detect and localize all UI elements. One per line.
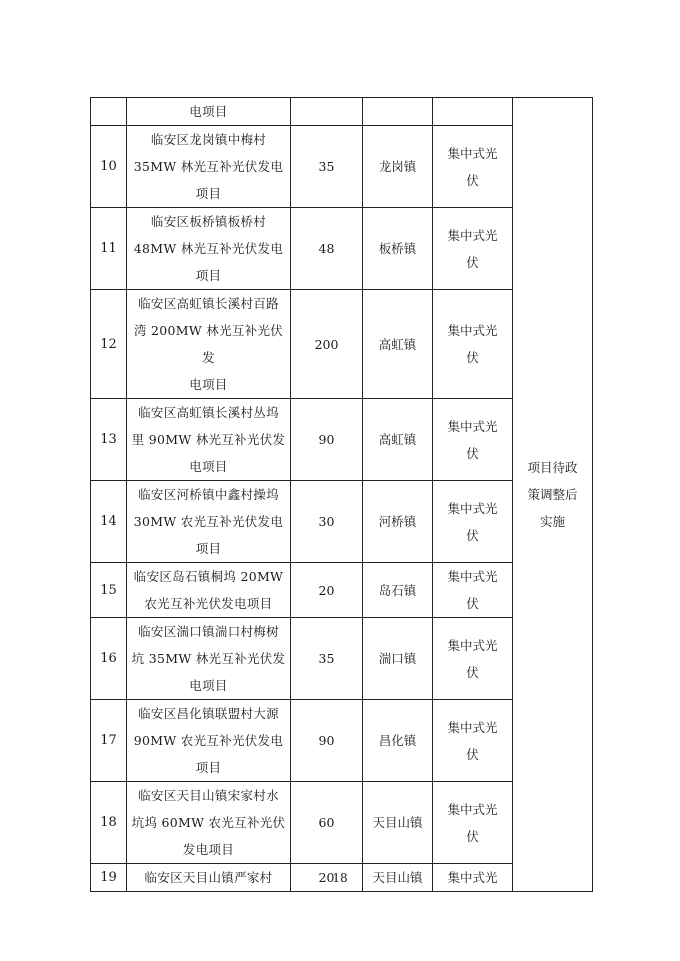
- cell-town: [363, 98, 433, 126]
- cell-no: 10: [91, 126, 127, 208]
- cell-no: 18: [91, 782, 127, 864]
- cell-type: [433, 563, 513, 618]
- cell-no: 14: [91, 481, 127, 563]
- cell-line: 临安区龙岗镇中梅村: [150, 132, 267, 147]
- cell-capacity: 90: [291, 700, 363, 782]
- cell-line: 湾 200MW 林光互补光伏发: [133, 323, 284, 365]
- cell-line: 坑坞 60MW 农光互补光伏: [131, 815, 286, 830]
- cell-capacity: 30: [291, 481, 363, 563]
- cell-type: [433, 782, 513, 864]
- cell-line: 电项目: [189, 459, 228, 474]
- cell-line: 集中式光: [447, 145, 498, 161]
- cell-town: 昌化镇: [363, 700, 433, 782]
- cell-name: [127, 700, 291, 782]
- cell-capacity: 35: [291, 126, 363, 208]
- table-row-continued: [91, 98, 593, 126]
- cell-line: 临安区河桥镇中鑫村操坞: [138, 487, 279, 502]
- cell-line: 临安区湍口镇湍口村梅树: [138, 624, 279, 639]
- cell-line: 伏: [466, 828, 479, 844]
- cell-line: 伏: [466, 172, 479, 188]
- cell-line: 伏: [466, 527, 479, 543]
- cell-line: 坑 35MW 林光互补光伏发: [131, 651, 286, 666]
- cell-type: [433, 618, 513, 700]
- cell-line: 电项目: [189, 104, 228, 119]
- cell-capacity: [291, 98, 363, 126]
- cell-capacity: 90: [291, 399, 363, 481]
- cell-capacity: 20: [291, 864, 363, 892]
- cell-capacity: 48: [291, 208, 363, 290]
- cell-line: 90MW 农光互补光伏发电: [133, 733, 284, 748]
- cell-line: 集中式光: [447, 323, 498, 338]
- cell-line: 集中式光: [447, 719, 498, 735]
- cell-line: 策调整后: [527, 487, 578, 502]
- cell-capacity: 200: [291, 290, 363, 399]
- cell-line: 集中式光: [447, 500, 498, 516]
- cell-town: 岛石镇: [363, 563, 433, 618]
- cell-line: 集中式光: [447, 801, 498, 817]
- project-table: [90, 97, 593, 892]
- cell-name: [127, 98, 291, 126]
- cell-line: 35MW 林光互补光伏发电: [133, 159, 284, 174]
- cell-line: 电项目: [189, 377, 228, 392]
- cell-no: 13: [91, 399, 127, 481]
- cell-line: 48MW 林光互补光伏发电: [133, 241, 284, 256]
- cell-name: [127, 399, 291, 481]
- cell-line: 集中式光: [447, 569, 498, 584]
- cell-line: 项目: [195, 268, 222, 283]
- cell-type: [433, 126, 513, 208]
- cell-line: 伏: [466, 445, 479, 461]
- cell-type: [433, 700, 513, 782]
- cell-capacity: 35: [291, 618, 363, 700]
- cell-town: 河桥镇: [363, 481, 433, 563]
- cell-line: 临安区昌化镇联盟村大源: [138, 706, 279, 721]
- cell-line: 伏: [466, 664, 479, 680]
- cell-line: 临安区天目山镇严家村: [144, 870, 273, 885]
- cell-town: 龙岗镇: [363, 126, 433, 208]
- cell-line: 项目: [195, 186, 222, 201]
- cell-line: 集中式光: [447, 227, 498, 243]
- cell-name: [127, 563, 291, 618]
- cell-capacity: 20: [291, 563, 363, 618]
- cell-line: 项目: [195, 760, 222, 775]
- cell-name: [127, 290, 291, 399]
- cell-type: [433, 208, 513, 290]
- cell-name: [127, 126, 291, 208]
- cell-line: 集中式光: [447, 418, 498, 434]
- cell-no: 11: [91, 208, 127, 290]
- cell-line: 伏: [466, 596, 479, 611]
- cell-name: [127, 208, 291, 290]
- cell-type: [433, 481, 513, 563]
- cell-line: 里 90MW 林光互补光伏发: [131, 432, 286, 447]
- page-number: 18: [332, 871, 348, 885]
- cell-name: [127, 618, 291, 700]
- cell-town: 高虹镇: [363, 290, 433, 399]
- cell-line: 实施: [539, 514, 565, 529]
- cell-capacity: 60: [291, 782, 363, 864]
- cell-line: 临安区高虹镇长溪村百路: [138, 296, 279, 311]
- cell-town: 天目山镇: [363, 782, 433, 864]
- cell-line: 临安区高虹镇长溪村丛坞: [138, 405, 279, 420]
- cell-no: 16: [91, 618, 127, 700]
- cell-line: 项目待政: [527, 460, 578, 475]
- cell-no: [91, 98, 127, 126]
- cell-name: [127, 782, 291, 864]
- cell-type: [433, 290, 513, 399]
- cell-name: [127, 481, 291, 563]
- cell-line: 发电项目: [182, 842, 235, 857]
- cell-line: 农光互补光伏发电项目: [144, 596, 273, 611]
- cell-line: 伏: [466, 746, 479, 762]
- cell-line: 30MW 农光互补光伏发电: [133, 514, 284, 529]
- cell-type: [433, 98, 513, 126]
- cell-town: 湍口镇: [363, 618, 433, 700]
- cell-line: 集中式光: [447, 637, 498, 653]
- cell-no: 19: [91, 864, 127, 892]
- cell-town: 板桥镇: [363, 208, 433, 290]
- cell-town: 天目山镇: [363, 864, 433, 892]
- cell-line: 伏: [466, 254, 479, 270]
- cell-town: 高虹镇: [363, 399, 433, 481]
- cell-line: 伏: [466, 350, 479, 365]
- cell-line: 电项目: [189, 678, 228, 693]
- cell-line: 项目: [195, 541, 222, 556]
- cell-line: 临安区板桥镇板桥村: [150, 214, 267, 229]
- cell-no: 12: [91, 290, 127, 399]
- cell-no: 15: [91, 563, 127, 618]
- cell-line: 临安区天目山镇宋家村水: [138, 788, 279, 803]
- cell-type: [433, 399, 513, 481]
- cell-remark: [513, 98, 593, 892]
- cell-no: 17: [91, 700, 127, 782]
- cell-line: 集中式光: [447, 870, 498, 885]
- cell-line: 临安区岛石镇桐坞 20MW: [133, 569, 284, 584]
